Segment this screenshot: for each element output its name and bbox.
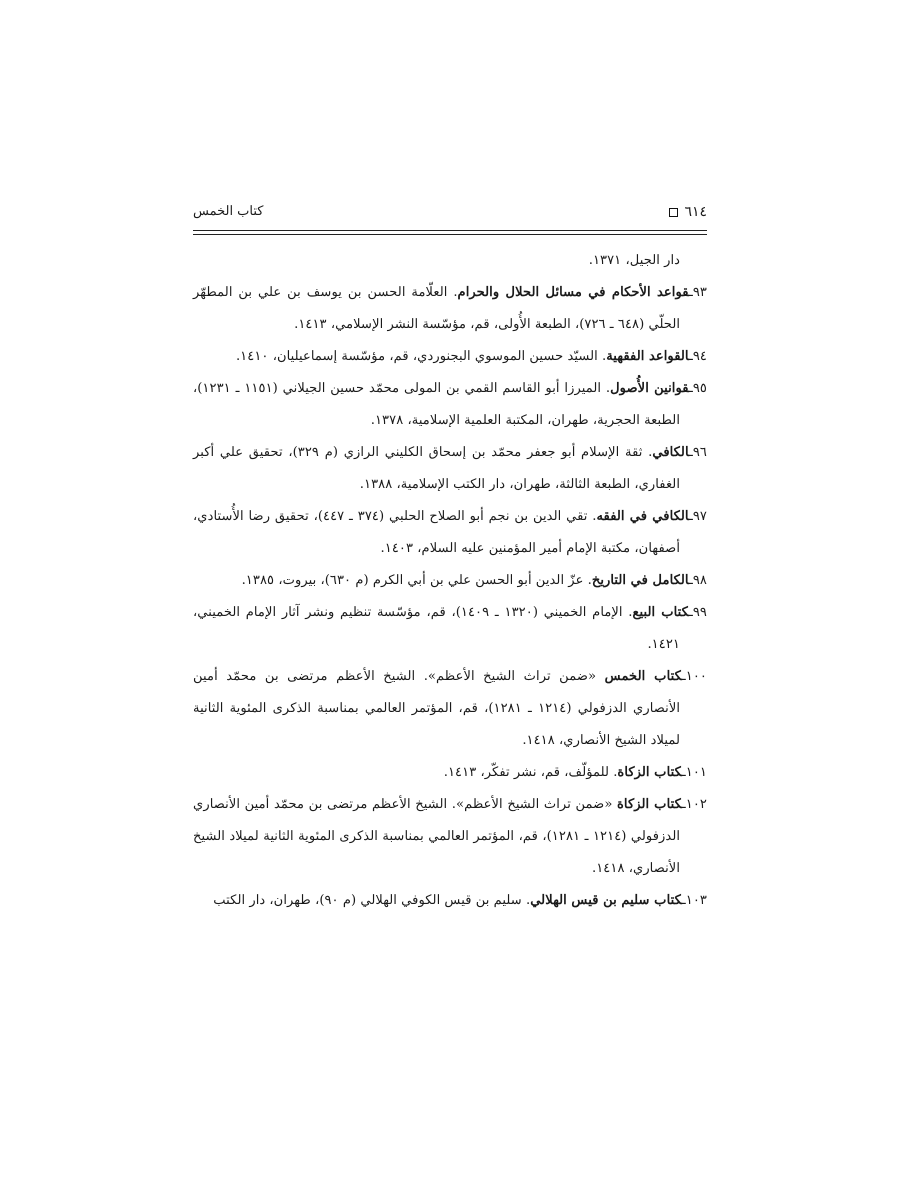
bibliography-entry xyxy=(193,437,707,501)
entry-title: كتاب الزكاة xyxy=(617,765,682,780)
bibliography-entry xyxy=(193,277,707,341)
bibliography-entry xyxy=(193,565,707,597)
entry-details: . عزّ الدين أبو الحسن علي بن أبي الكرم (م ٦٣٠)، بيروت، ١٣٨٥. xyxy=(241,573,592,588)
entry-title: كتاب سليم بن قيس الهلالي xyxy=(530,893,682,908)
bibliography-entry xyxy=(193,789,707,885)
continuation-line: دار الجيل، ١٣٧١. xyxy=(588,253,680,268)
entry-title: كتاب الزكاة xyxy=(617,797,682,812)
entry-number: ٩٤ـ xyxy=(688,349,707,364)
entry-details: . السيّد حسين الموسوي البجنوردي، قم، مؤسّسة إسماعيليان، ١٤١٠. xyxy=(235,349,607,364)
entry-title: القواعد الفقهية xyxy=(606,349,689,364)
entry-number: ٩٩ـ xyxy=(688,605,707,620)
bibliography-entry xyxy=(193,661,707,757)
entry-details: . الإمام الخميني (١٣٢٠ ـ ١٤٠٩)، قم، مؤسّسة تنظيم ونشر آثار الإمام الخميني، ١٤٢١. xyxy=(193,605,680,652)
entry-details: . سليم بن قيس الكوفي الهلالي (م ٩٠)، طهران، دار الكتب xyxy=(213,893,531,908)
header-rule-top xyxy=(193,230,707,231)
entry-details: . العلّامة الحسن بن يوسف بن علي بن المطهّر الحلّي (٦٤٨ ـ ٧٢٦)، الطبعة الأُولى، قم، مؤسّسة النشر الإسلامي، ١٤١٣. xyxy=(193,285,680,332)
entry-number: ١٠٠ـ xyxy=(681,669,707,684)
entry-number: ٩٦ـ xyxy=(688,445,708,460)
bibliography-entry xyxy=(193,757,707,789)
entry-number: ٩٥ـ xyxy=(688,381,707,396)
bibliography-entry xyxy=(193,885,707,917)
entry-title: قوانين الأُصول xyxy=(610,381,689,396)
entry-number: ٩٧ـ xyxy=(688,509,707,524)
entry-details: . تقي الدين بن نجم أبو الصلاح الحلبي (٣٧٤ ـ ٤٤٧)، تحقيق رضا الأُستادي، أصفهان، مكتبة الإمام أمير المؤمنين عليه السلام، ١٤٠٣. xyxy=(193,509,680,556)
entry-details: . ثقة الإسلام أبو جعفر محمّد بن إسحاق الكليني الرازي (م ٣٢٩)، تحقيق علي أكبر الغفاري، الطبعة الثالثة، طهران، دار الكتب الإسلامية، ١٣٨٨. xyxy=(193,445,680,492)
entry-details: . الميرزا أبو القاسم القمي بن المولى محمّد حسين الجيلاني (١١٥١ ـ ١٢٣١)، الطبعة الحجرية، طهران، المكتبة العلمية الإسلامية، ١٣٧٨. xyxy=(193,381,680,428)
entry-number: ١٠٢ـ xyxy=(681,797,707,812)
entry-title: قواعد الأحكام في مسائل الحلال والحرام xyxy=(457,285,689,300)
page-number-block xyxy=(669,204,707,220)
entries-container xyxy=(193,277,707,917)
entry-title: كتاب البيع xyxy=(632,605,689,620)
entry-number: ٩٨ـ xyxy=(688,573,707,588)
bibliography-entry xyxy=(193,501,707,565)
bibliography-entry xyxy=(193,341,707,373)
bibliography-entry xyxy=(193,597,707,661)
entry-details: «ضمن تراث الشيخ الأعظم». الشيخ الأعظم مرتضى بن محمّد أمين الأنصاري الدزفولي (١٢١٤ ـ ١٢٨١)، قم، المؤتمر العالمي بمناسبة الذكرى المئوية الثانية لميلاد الشيخ الأنصاري، ١٤١٨. xyxy=(193,669,681,748)
entry-title: الكافي xyxy=(652,445,689,460)
square-marker-icon xyxy=(669,208,678,217)
page-number: ٦١٤ xyxy=(684,204,707,220)
entry-number: ٩٣ـ xyxy=(688,285,707,300)
running-header xyxy=(193,200,707,230)
bibliography-entry xyxy=(193,373,707,437)
entry-title: الكافي في الفقه xyxy=(596,509,689,524)
entry-title: الكامل في التاريخ xyxy=(591,573,689,588)
book-title: كتاب الخمس xyxy=(193,204,264,219)
bibliography-list xyxy=(193,245,707,917)
entry-number: ١٠٣ـ xyxy=(681,893,707,908)
entry-number: ١٠١ـ xyxy=(681,765,707,780)
entry-details: . للمؤلّف، قم، نشر تفكّر، ١٤١٣. xyxy=(443,765,618,780)
header-rule-bottom xyxy=(193,234,707,235)
entry-details: «ضمن تراث الشيخ الأعظم». الشيخ الأعظم مرتضى بن محمّد أمين الأنصاري الدزفولي (١٢١٤ ـ ١٢٨١)، قم، المؤتمر العالمي بمناسبة الذكرى المئوية الثانية لميلاد الشيخ الأنصاري، ١٤١٨. xyxy=(193,797,681,876)
entry-title: كتاب الخمس xyxy=(604,669,682,684)
